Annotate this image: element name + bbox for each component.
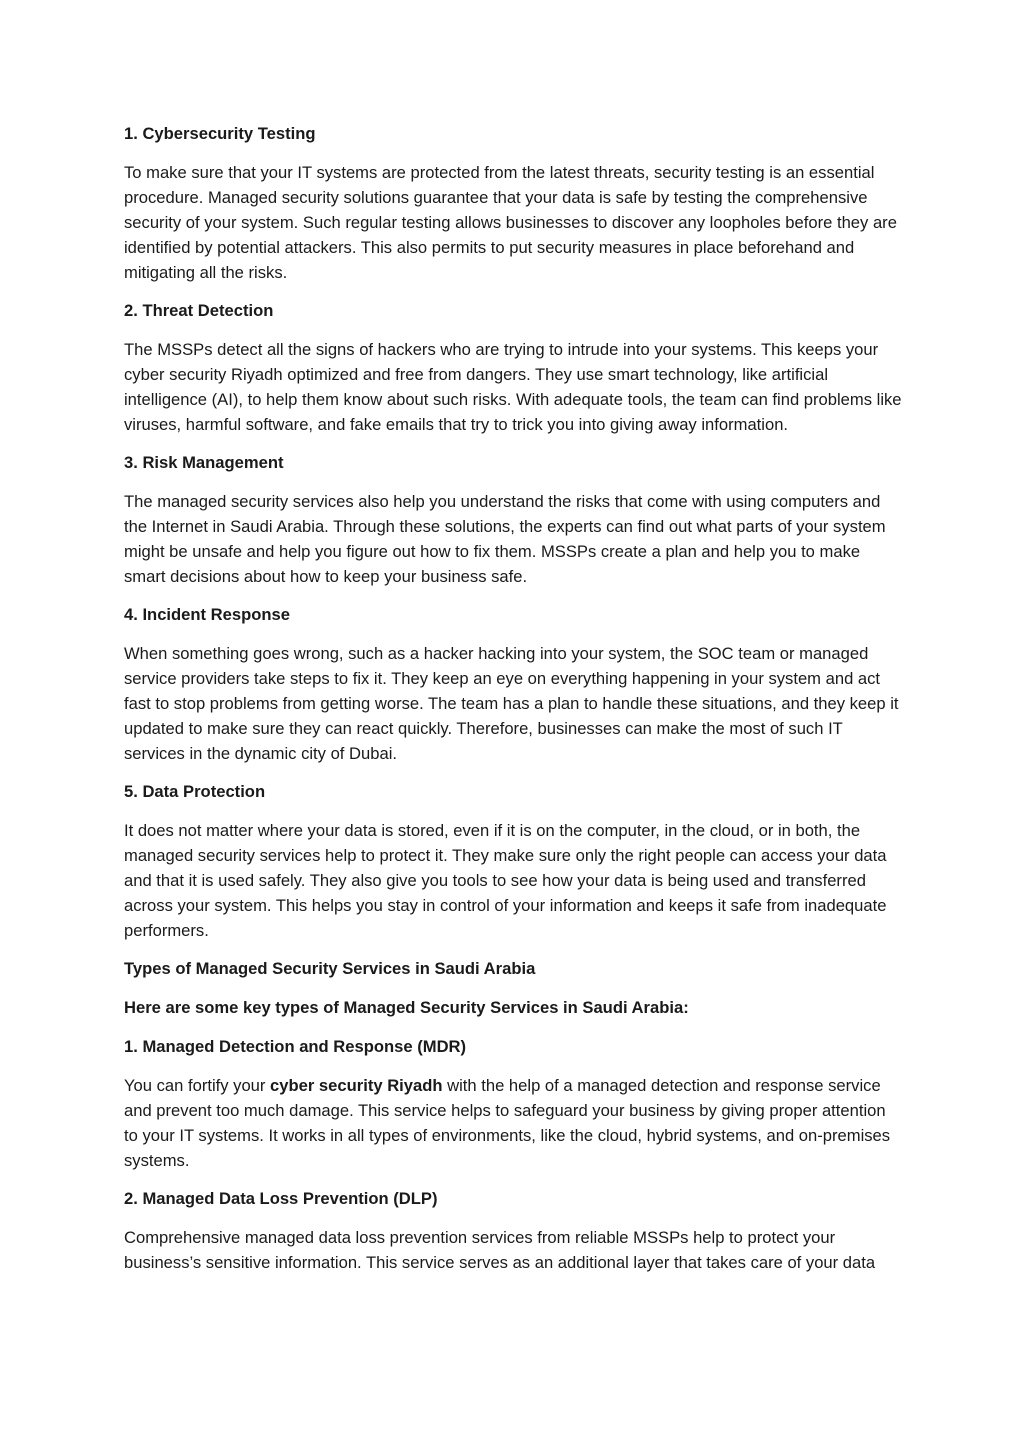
types-intro: Here are some key types of Managed Security Services in Saudi Arabia: (124, 998, 689, 1017)
mdr-heading: 1. Managed Detection and Response (MDR) (124, 1037, 467, 1056)
section-paragraph-threat-detection: The MSSPs detect all the signs of hackers who are trying to intrude into your systems. This keeps your cyber security Riyadh optimized and free from dangers. They use smart technology, like artificial intelligence (AI), to help them know about such risks. With adequate tools, the team can find problems like viruses, harmful software, and fake emails that try to trick you into giving away information. (124, 340, 902, 434)
section-heading-incident-response: 4. Incident Response (124, 605, 290, 624)
section-paragraph-risk-management: The managed security services also help you understand the risks that come with using computers and the Internet in Saudi Arabia. Through these solutions, the experts can find out what parts of your system might be unsafe and help you figure out how to fix them. MSSPs create a plan and help you to make smart decisions about how to keep your business safe. (124, 492, 886, 586)
section-heading-risk-management: 3. Risk Management (124, 453, 284, 472)
section-paragraph-incident-response: When something goes wrong, such as a hacker hacking into your system, the SOC team or managed service providers take steps to fix it. They keep an eye on everything happening in your system and act fast to stop problems from getting worse. The team has a plan to handle these situations, and they keep it updated to make sure they can react quickly. Therefore, businesses can make the most of such IT services in the dynamic city of Dubai. (124, 644, 899, 763)
dlp-paragraph: Comprehensive managed data loss prevention services from reliable MSSPs help to protect your business’s sensitive information. This service serves as an additional layer that takes care of your data (124, 1228, 876, 1272)
mdr-paragraph-start: You can fortify your (124, 1076, 271, 1095)
section-heading-data-protection: 5. Data Protection (124, 782, 266, 801)
section-paragraph-data-protection: It does not matter where your data is stored, even if it is on the computer, in the cloud, or in both, the managed security services help to protect it. They make sure only the right people can access your data and that it is used safely. They also give you tools to see how your data is being used and transferred across your system. This helps you stay in control of your information and keeps it safe from inadequate performers. (124, 821, 887, 940)
types-heading: Types of Managed Security Services in Saudi Arabia (124, 959, 536, 978)
section-heading-threat-detection: 2. Threat Detection (124, 301, 274, 320)
section-paragraph-cybersecurity-testing: To make sure that your IT systems are protected from the latest threats, security testing is an essential procedure. Managed security solutions guarantee that your data is safe by testing the comprehensive security of your system. Such regular testing allows businesses to discover any loopholes before they are identified by potential attackers. This also permits to put security measures in place beforehand and mitigating all the risks. (124, 163, 897, 282)
document-body (124, 121, 904, 1288)
mdr-keyword-bold: cyber security Riyadh (270, 1076, 443, 1095)
mdr-paragraph-end: with the help of a managed detection and response service and prevent too much damage. This service helps to safeguard your business by giving proper attention to your IT systems. It works in all types of environments, like the cloud, hybrid systems, and on-premises systems. (124, 1076, 891, 1170)
mdr-paragraph (124, 1073, 904, 1173)
dlp-heading: 2. Managed Data Loss Prevention (DLP) (124, 1189, 438, 1208)
section-heading-cybersecurity-testing: 1. Cybersecurity Testing (124, 124, 316, 143)
